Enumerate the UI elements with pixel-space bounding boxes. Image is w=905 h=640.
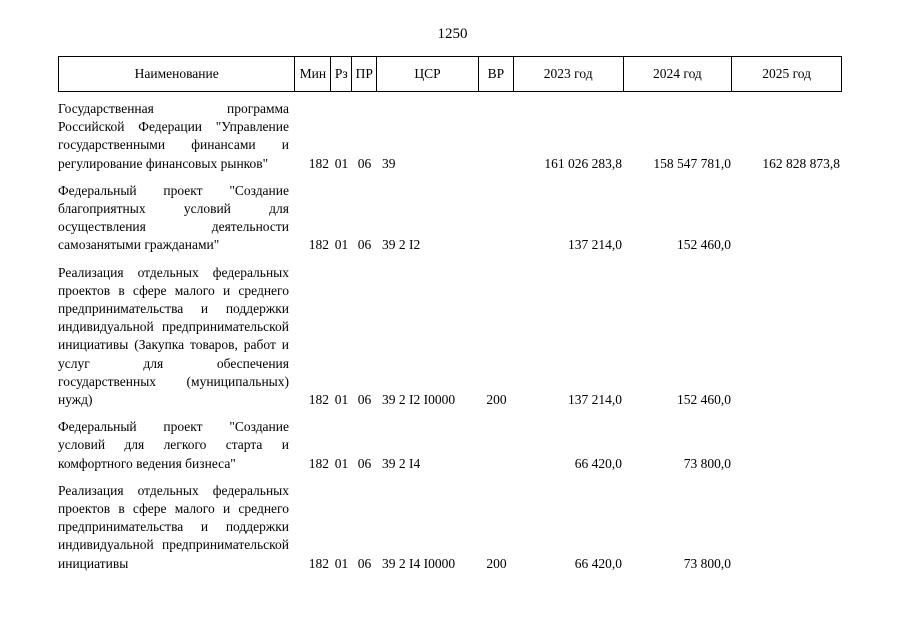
row-2024: 158 547 781,0 (653, 155, 731, 171)
page-number: 1250 (437, 26, 468, 42)
table-header (58, 56, 842, 92)
row-rz: 01 (334, 555, 349, 571)
row-2023: 161 026 283,8 (544, 155, 622, 171)
header-2024: 2024 год (624, 57, 733, 91)
row-name: Федеральный проект "Создание условий для легкого старта и комфортного ведения бизнеса" (58, 419, 289, 471)
header-csr: ЦСР (377, 57, 479, 91)
row-rz: 01 (334, 392, 349, 408)
row-pr: 06 (357, 455, 372, 471)
row-rz: 01 (334, 155, 349, 171)
table-row (58, 418, 842, 473)
header-min: Мин (295, 57, 331, 91)
row-2023: 137 214,0 (568, 392, 622, 408)
table-row (58, 100, 842, 173)
row-csr: 39 (382, 155, 396, 171)
row-vr: 200 (486, 392, 507, 408)
row-min: 182 (308, 155, 329, 171)
row-rz: 01 (334, 455, 349, 471)
row-csr: 39 2 I4 I0000 (382, 555, 456, 571)
row-min: 182 (308, 555, 329, 571)
row-2024: 152 460,0 (677, 237, 731, 253)
table-row (58, 482, 842, 573)
row-pr: 06 (357, 155, 372, 171)
row-csr: 39 2 I2 I0000 (382, 392, 456, 408)
row-pr: 06 (357, 237, 372, 253)
row-name: Реализация отдельных федеральных проектов в сфере малого и среднего предпринимательства и поддержки индивидуальной предпринимательской инициативы (58, 482, 289, 571)
row-2023: 66 420,0 (574, 455, 622, 471)
row-vr: 200 (486, 555, 507, 571)
row-min: 182 (308, 237, 329, 253)
header-pr: ПР (352, 57, 377, 91)
row-min: 182 (308, 455, 329, 471)
row-name: Федеральный проект "Создание благоприятных условий для осуществления деятельности самозанятыми гражданами" (58, 182, 289, 253)
row-2023: 66 420,0 (574, 555, 622, 571)
table-row (58, 182, 842, 255)
row-rz: 01 (334, 237, 349, 253)
table-row (58, 264, 842, 410)
row-2024: 73 800,0 (683, 555, 731, 571)
row-csr: 39 2 I4 (382, 455, 421, 471)
table-body (58, 100, 842, 582)
header-2025: 2025 год (762, 66, 812, 81)
header-rz: Рз (331, 57, 352, 91)
row-csr: 39 2 I2 (382, 237, 421, 253)
row-pr: 06 (357, 555, 372, 571)
row-name: Государственная программа Российской Федерации "Управление государственными финансами и регулирование финансовых рынков" (58, 101, 289, 171)
row-2024: 152 460,0 (677, 392, 731, 408)
header-name: Наименование (59, 57, 295, 91)
header-2023: 2023 год (514, 57, 624, 91)
row-min: 182 (308, 392, 329, 408)
row-name: Реализация отдельных федеральных проектов в сфере малого и среднего предпринимательства и поддержки индивидуальной предпринимательской инициативы (Закупка товаров, работ и услуг для обеспечения государственных (муниципальных) нужд) (58, 264, 289, 408)
row-2024: 73 800,0 (683, 455, 731, 471)
row-2023: 137 214,0 (568, 237, 622, 253)
row-pr: 06 (357, 392, 372, 408)
row-2025: 162 828 873,8 (762, 155, 840, 171)
header-vr: ВР (479, 57, 514, 91)
